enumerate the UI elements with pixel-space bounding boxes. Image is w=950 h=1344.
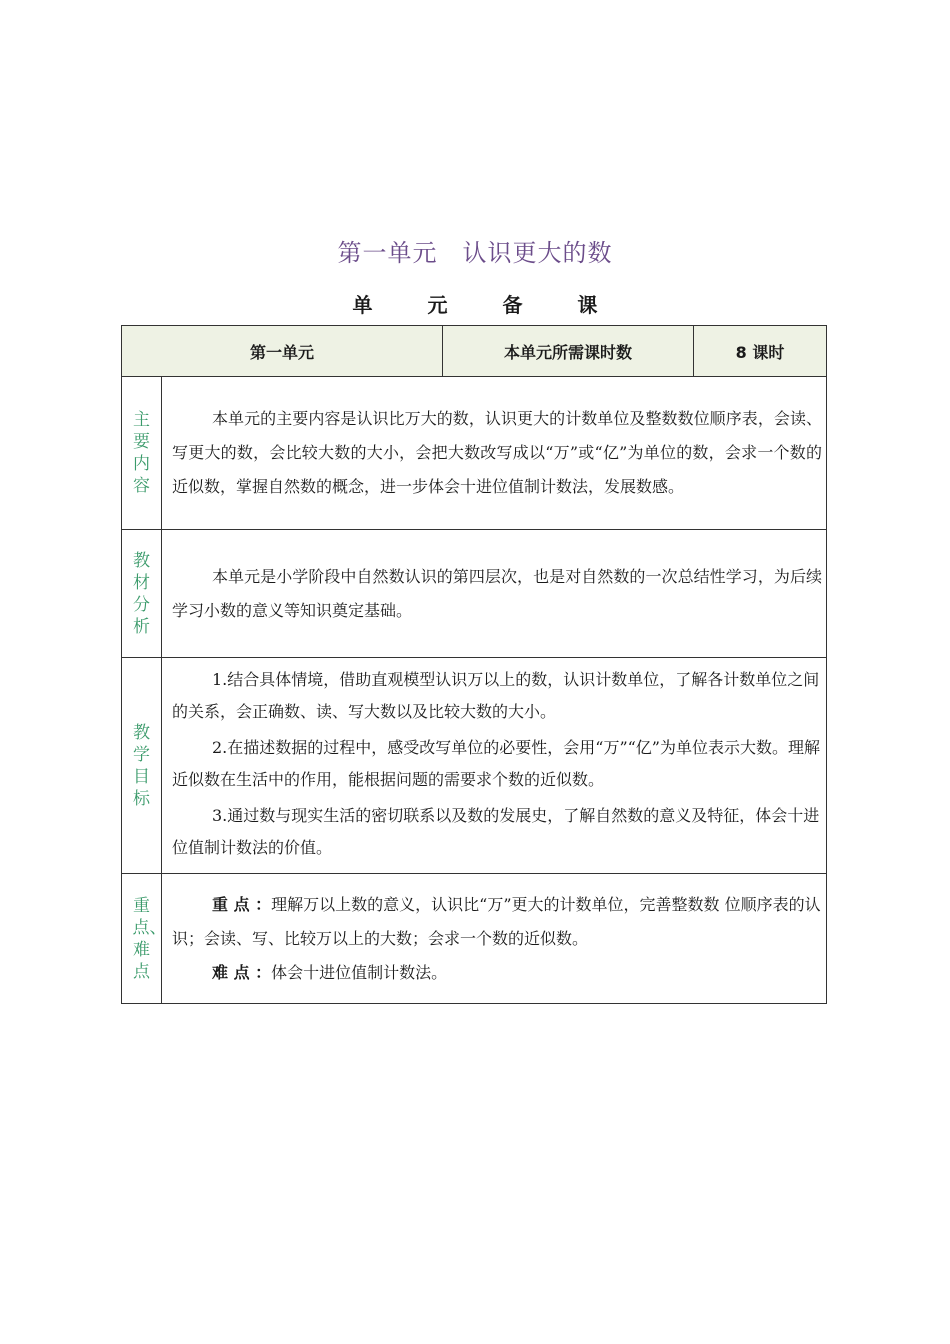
goal-item-2: 2.在描述数据的过程中，感受改写单位的必要性，会用“万”“亿”为单位表示大数。理解近似数在生活中的作用，能根据问题的需要求个数的近似数。 [172, 737, 820, 789]
main-content-label [122, 377, 162, 530]
difficulty-text: 体会十进位值制计数法。 [271, 962, 448, 982]
difficulty-label: 难 点 ： [212, 962, 272, 982]
teaching-goals-row [122, 658, 827, 874]
goal-item-1: 1.结合具体情境，借助直观模型认识万以上的数，认识计数单位，了解各计数单位之间的关系，会正确数、读、写大数以及比较大数的大小。 [172, 669, 820, 721]
key-points-row [122, 874, 827, 1004]
lesson-plan-table [121, 325, 827, 1004]
hours-value-cell: 8 课时 [694, 326, 827, 377]
material-analysis-label [122, 530, 162, 658]
teaching-goals-label [122, 658, 162, 874]
material-analysis-text: 本单元是小学阶段中自然数认识的第四层次，也是对自然数的一次总结性学习，为后续学习小数的意义等知识奠定基础。 [172, 566, 823, 620]
unit-name-cell: 第一单元 [122, 326, 443, 377]
page-subtitle: 单 元 备 课 [352, 293, 622, 317]
teaching-goals-label-text: 教学目标 [133, 722, 150, 809]
main-content-row [122, 377, 827, 530]
page-title: 第一单元 认识更大的数 [337, 239, 613, 267]
main-content-cell [162, 377, 827, 530]
difficulty-line [172, 956, 822, 990]
key-points-cell [162, 874, 827, 1004]
main-content-text: 本单元的主要内容是认识比万大的数，认识更大的计数单位及整数数位顺序表，会读、写更大的数，会比较大数的大小，会把大数改写成以“万”或“亿”为单位的数，会求一个数的近似数，掌握自然数的概念，进一步体会十进位值制计数法，发展数感。 [172, 409, 823, 496]
teaching-goals-cell [162, 658, 827, 874]
key-points-label-text: 重点、难点 [132, 895, 167, 982]
hours-label-cell: 本单元所需课时数 [443, 326, 694, 377]
key-point-text: 理解万以上数的意义，认识比“万”更大的计数单位，完善整数数 位顺序表的认识；会读、写、比较万以上的大数；会求一个数的近似数。 [172, 894, 821, 948]
key-points-label [122, 874, 167, 1004]
key-point-label: 重 点 ： [212, 894, 272, 914]
main-content-label-text: 主要内容 [133, 410, 150, 496]
goal-item-3: 3.通过数与现实生活的密切联系以及数的发展史，了解自然数的意义及特征，体会十进位值制计数法的价值。 [172, 805, 820, 857]
material-analysis-row [122, 530, 827, 658]
header-row [122, 326, 827, 377]
key-point-line [172, 888, 822, 956]
material-analysis-cell [162, 530, 827, 658]
material-analysis-label-text: 教材分析 [133, 550, 150, 637]
